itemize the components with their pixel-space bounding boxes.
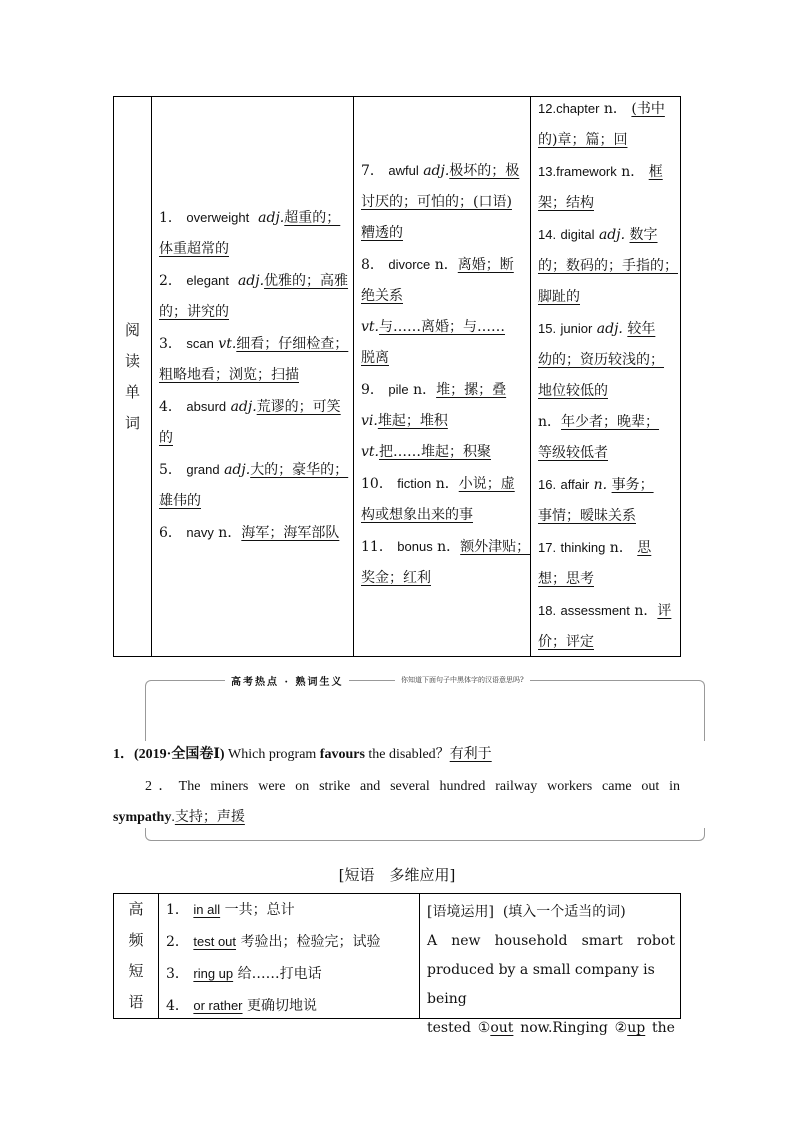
vocab-column-3: 12.chapter n． (书中 的)章；篇；回 13.framework n． 框 架；结构 14. digital adj. 数字 的；数码的；手指的； 脚趾的 15. junior adj. 较年 幼的；资历较浅的； 地位较低的 n．年少者；晚辈； 等级较低者 16. affair n. 事务； 事情；暧昧关系 17. thinking n． 思 想；思考 18. assessment n．评 价；评定 — [538, 93, 678, 658]
vocab-side-label: 阅 读 单 词 — [124, 320, 140, 432]
answer-1: 有利于 — [449, 747, 492, 762]
sentence-2: 2．The miners were on strike and several hundred railway workers came out in — [145, 779, 680, 794]
vocab-entry-8: 8． divorce n．离婚；断 — [361, 257, 514, 273]
vocab-entry-10: 10． fiction n．小说；虚 — [361, 476, 515, 492]
banner-title: 高考热点 · 熟词生义 — [225, 673, 349, 688]
phrase-item: 1． in all 一共；总计 — [166, 902, 295, 918]
vocab-entry-13: 13.framework n． 框 — [538, 164, 663, 180]
phrases-heading: [短语 多维应用] — [338, 866, 456, 884]
vocab-entry-15: 15. junior adj. 较年 — [538, 321, 656, 337]
vocab-entry-4: 4． absurd adj.荒谬的；可笑 — [159, 399, 341, 415]
phrase-item: 3． ring up 给……打电话 — [166, 966, 322, 982]
phrase-item: 2． test out 考验出；检验完；试验 — [166, 934, 381, 950]
vocab-table — [113, 96, 681, 657]
table-divider — [151, 97, 152, 656]
vocab-entry-7: 7． awful adj.极坏的；极 — [361, 163, 520, 179]
vocab-column-2: 7． awful adj.极坏的；极 讨厌的；可怕的；(口语) 糟透的 8． divorce n．离婚；断 绝关系 vt.与……离婚；与…… 脱离 9． pile n．堆；摞；叠 vi.堆起；堆积 vt.把……堆起；积聚 10． fiction n．小说；虚 构或想象出来的事 11． bonus n．额外津贴； 奖金；红利 — [361, 155, 530, 594]
vocab-entry-2: 2． elegant adj.优雅的；高雅 — [159, 273, 349, 289]
vocab-column-1: 1． overweight adj.超重的； 体重超常的 2． elegant adj.优雅的；高雅 的；讲究的 3． scan vt.细看；仔细检查； 粗略地看；浏览；扫描 4． absurd adj.荒谬的；可笑 的 5． grand adj.大的；豪华的； 雄伟的 6． navy n．海军；海军部队 — [159, 202, 348, 549]
vocab-entry-16: 16. affair n. 事务； — [538, 477, 654, 493]
blank-1: out — [490, 1020, 514, 1036]
vocab-entry-3: 3． scan vt.细看；仔细检查； — [159, 336, 349, 352]
vocab-entry-18: 18. assessment n．评 — [538, 603, 672, 619]
answer-2: 支持；声援 — [174, 810, 245, 825]
vocab-entry-12: 12.chapter n． (书中 — [538, 101, 665, 117]
banner-note: 你知道下面句子中黑体字的汉语意思吗? — [395, 675, 530, 685]
vocab-entry-6: 6． navy n．海军；海军部队 — [159, 525, 340, 541]
blank-2: up — [627, 1020, 646, 1036]
context-exercise: [语境运用] (填入一个适当的词) A new household smart robot produced by a small company is being tested ①out now.Ringing ②up the — [427, 904, 675, 1036]
vocab-entry-1: 1． overweight adj.超重的； — [159, 210, 341, 226]
vocab-entry-5: 5． grand adj.大的；豪华的； — [159, 462, 349, 478]
vocab-entry-17: 17. thinking n． 思 — [538, 540, 652, 556]
vocab-entry-9: 9． pile n．堆；摞；叠 — [361, 382, 507, 398]
phrase-side-label: 高 频 短 语 — [128, 900, 144, 1011]
vocab-entry-14: 14. digital adj. 数字 — [538, 227, 658, 243]
phrase-table — [113, 893, 681, 1036]
table-divider — [353, 97, 354, 656]
sentence-1: 1．(2019·全国卷Ⅰ) Which program favours the disabled？有利于 — [113, 747, 492, 762]
phrase-list — [166, 894, 380, 1022]
vocab-entry-11: 11． bonus n．额外津贴； — [361, 539, 531, 555]
phrase-item: 4． or rather 更确切地说 — [166, 998, 317, 1014]
